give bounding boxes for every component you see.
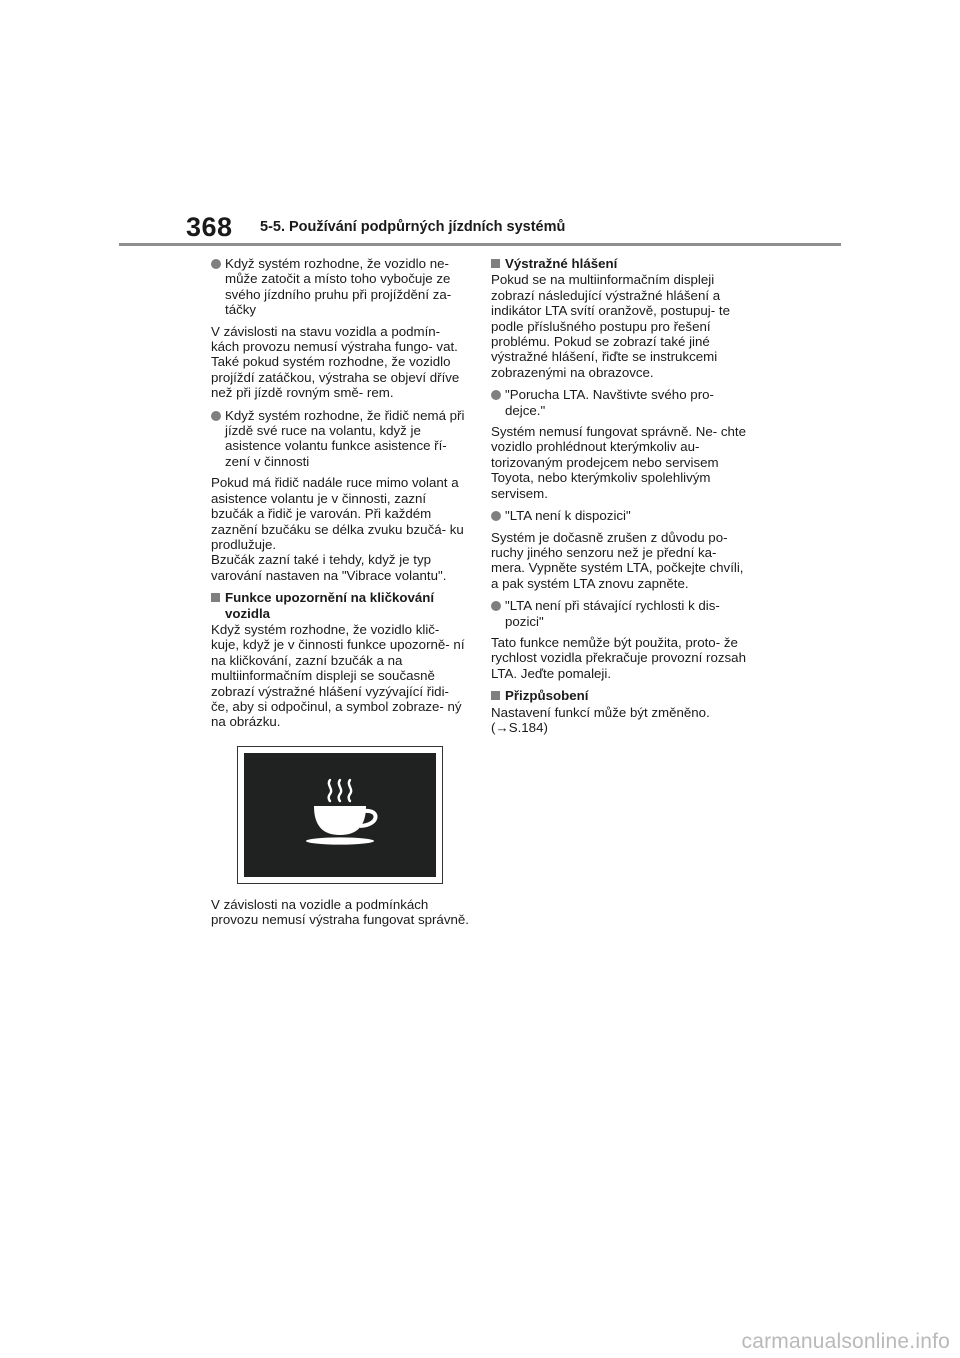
bullet-dot-icon — [211, 259, 221, 269]
bullet-item — [491, 387, 749, 418]
section-heading — [491, 688, 749, 703]
multi-info-display — [244, 753, 436, 877]
section-title: 5-5. Používání podpůrných jízdních systémů — [260, 219, 566, 235]
left-column — [211, 256, 469, 928]
bullet-text: Když systém rozhodne, že řidič nemá při jízdě své ruce na volantu, když je asistence volantu funkce asistence ří- zení v činnosti — [225, 407, 465, 469]
section-heading — [491, 256, 749, 271]
bullet-dot-icon — [491, 390, 501, 400]
heading-text: Funkce upozornění na kličkování vozidla — [225, 590, 435, 621]
display-figure — [237, 746, 443, 884]
paragraph: Bzučák zazní také i tehdy, když je typ varování nastaven na "Vibrace volantu". — [211, 552, 447, 583]
bullet-dot-icon — [211, 411, 221, 421]
paragraph: V závislosti na vozidle a podmínkách provozu nemusí výstraha fungovat správně. — [211, 896, 469, 928]
bullet-text: "LTA není při stávající rychlosti k dis- pozici" — [505, 598, 720, 629]
section-heading — [211, 590, 469, 621]
bullet-dot-icon — [491, 601, 501, 611]
bullet-text: "LTA není k dispozici" — [505, 508, 631, 524]
bullet-item — [211, 408, 469, 470]
bullet-text: Když systém rozhodne, že vozidlo ne- může zatočit a místo toho vybočuje ze svého jízdního pruhu při projíždění za- táčky — [225, 256, 452, 318]
bullet-dot-icon — [491, 511, 501, 521]
heading-square-icon — [491, 691, 500, 700]
coffee-cup-icon — [244, 753, 436, 877]
paragraph: Pokud má řidič nadále ruce mimo volant a asistence volantu je v činnosti, zazní bzučák a řidič je varován. Při každém zaznění bzučáku se délka zvuku bzučá- ku prodlužuje. — [211, 475, 464, 552]
paragraph: Pokud se na multiinformačním displeji zobrazí následující výstražné hlášení a indikátor LTA svítí oranžově, postupuj- te podle příslušného postupu pro řešení problému. Pokud se zobrazí také jiné výstražné hlášení, řiďte se instrukcemi zobrazenými na obrazovce. — [491, 272, 730, 380]
heading-text: Přizpůsobení — [505, 688, 589, 704]
paragraph: V závislosti na stavu vozidla a podmín- kách provozu nemusí výstraha fungo- vat. Také pokud systém rozhodne, že vozidlo projíždí zatáčkou, výstraha se objeví dříve než při jízdě rovným smě- rem. — [211, 323, 460, 401]
bullet-item — [491, 508, 749, 523]
heading-text: Výstražné hlášení — [505, 256, 618, 271]
paragraph: Systém je dočasně zrušen z důvodu po- ruchy jiného senzoru než je přední ka- mera. Vypněte systém LTA, počkejte chvíli, a pak systém LTA znovu zapněte. — [491, 529, 744, 591]
page-reference-link[interactable]: Nastavení funkcí může být změněno. (→S.184) — [491, 704, 710, 735]
paragraph: Tato funkce nemůže být použita, proto- že rychlost vozidla překračuje provozní rozsah LTA. Jeďte pomaleji. — [491, 634, 746, 681]
page-number: 368 — [186, 212, 233, 242]
watermark: carmanualsonline.info — [741, 1330, 950, 1353]
bullet-item — [211, 256, 469, 318]
right-column — [491, 256, 749, 742]
paragraph: Systém nemusí fungovat správně. Ne- chte vozidlo prohlédnout kterýmkoliv au- torizovaným prodejcem nebo servisem Toyota, nebo kterýmkoliv spolehlivým servisem. — [491, 424, 746, 501]
heading-square-icon — [211, 593, 220, 602]
bullet-item — [491, 598, 749, 629]
header-divider — [119, 243, 841, 246]
heading-square-icon — [491, 259, 500, 268]
paragraph: Když systém rozhodne, že vozidlo klič- kuje, když je v činnosti funkce upozorně- ní na kličkování, zazní bzučák a na multiinformačním displeji se současně zobrazí výstražné hlášení vyzývající řidi- če, aby si odpočinul, a symbol zobraze- ný na obrázku. — [211, 621, 465, 730]
bullet-text: "Porucha LTA. Navštivte svého pro- dejce." — [505, 387, 714, 418]
